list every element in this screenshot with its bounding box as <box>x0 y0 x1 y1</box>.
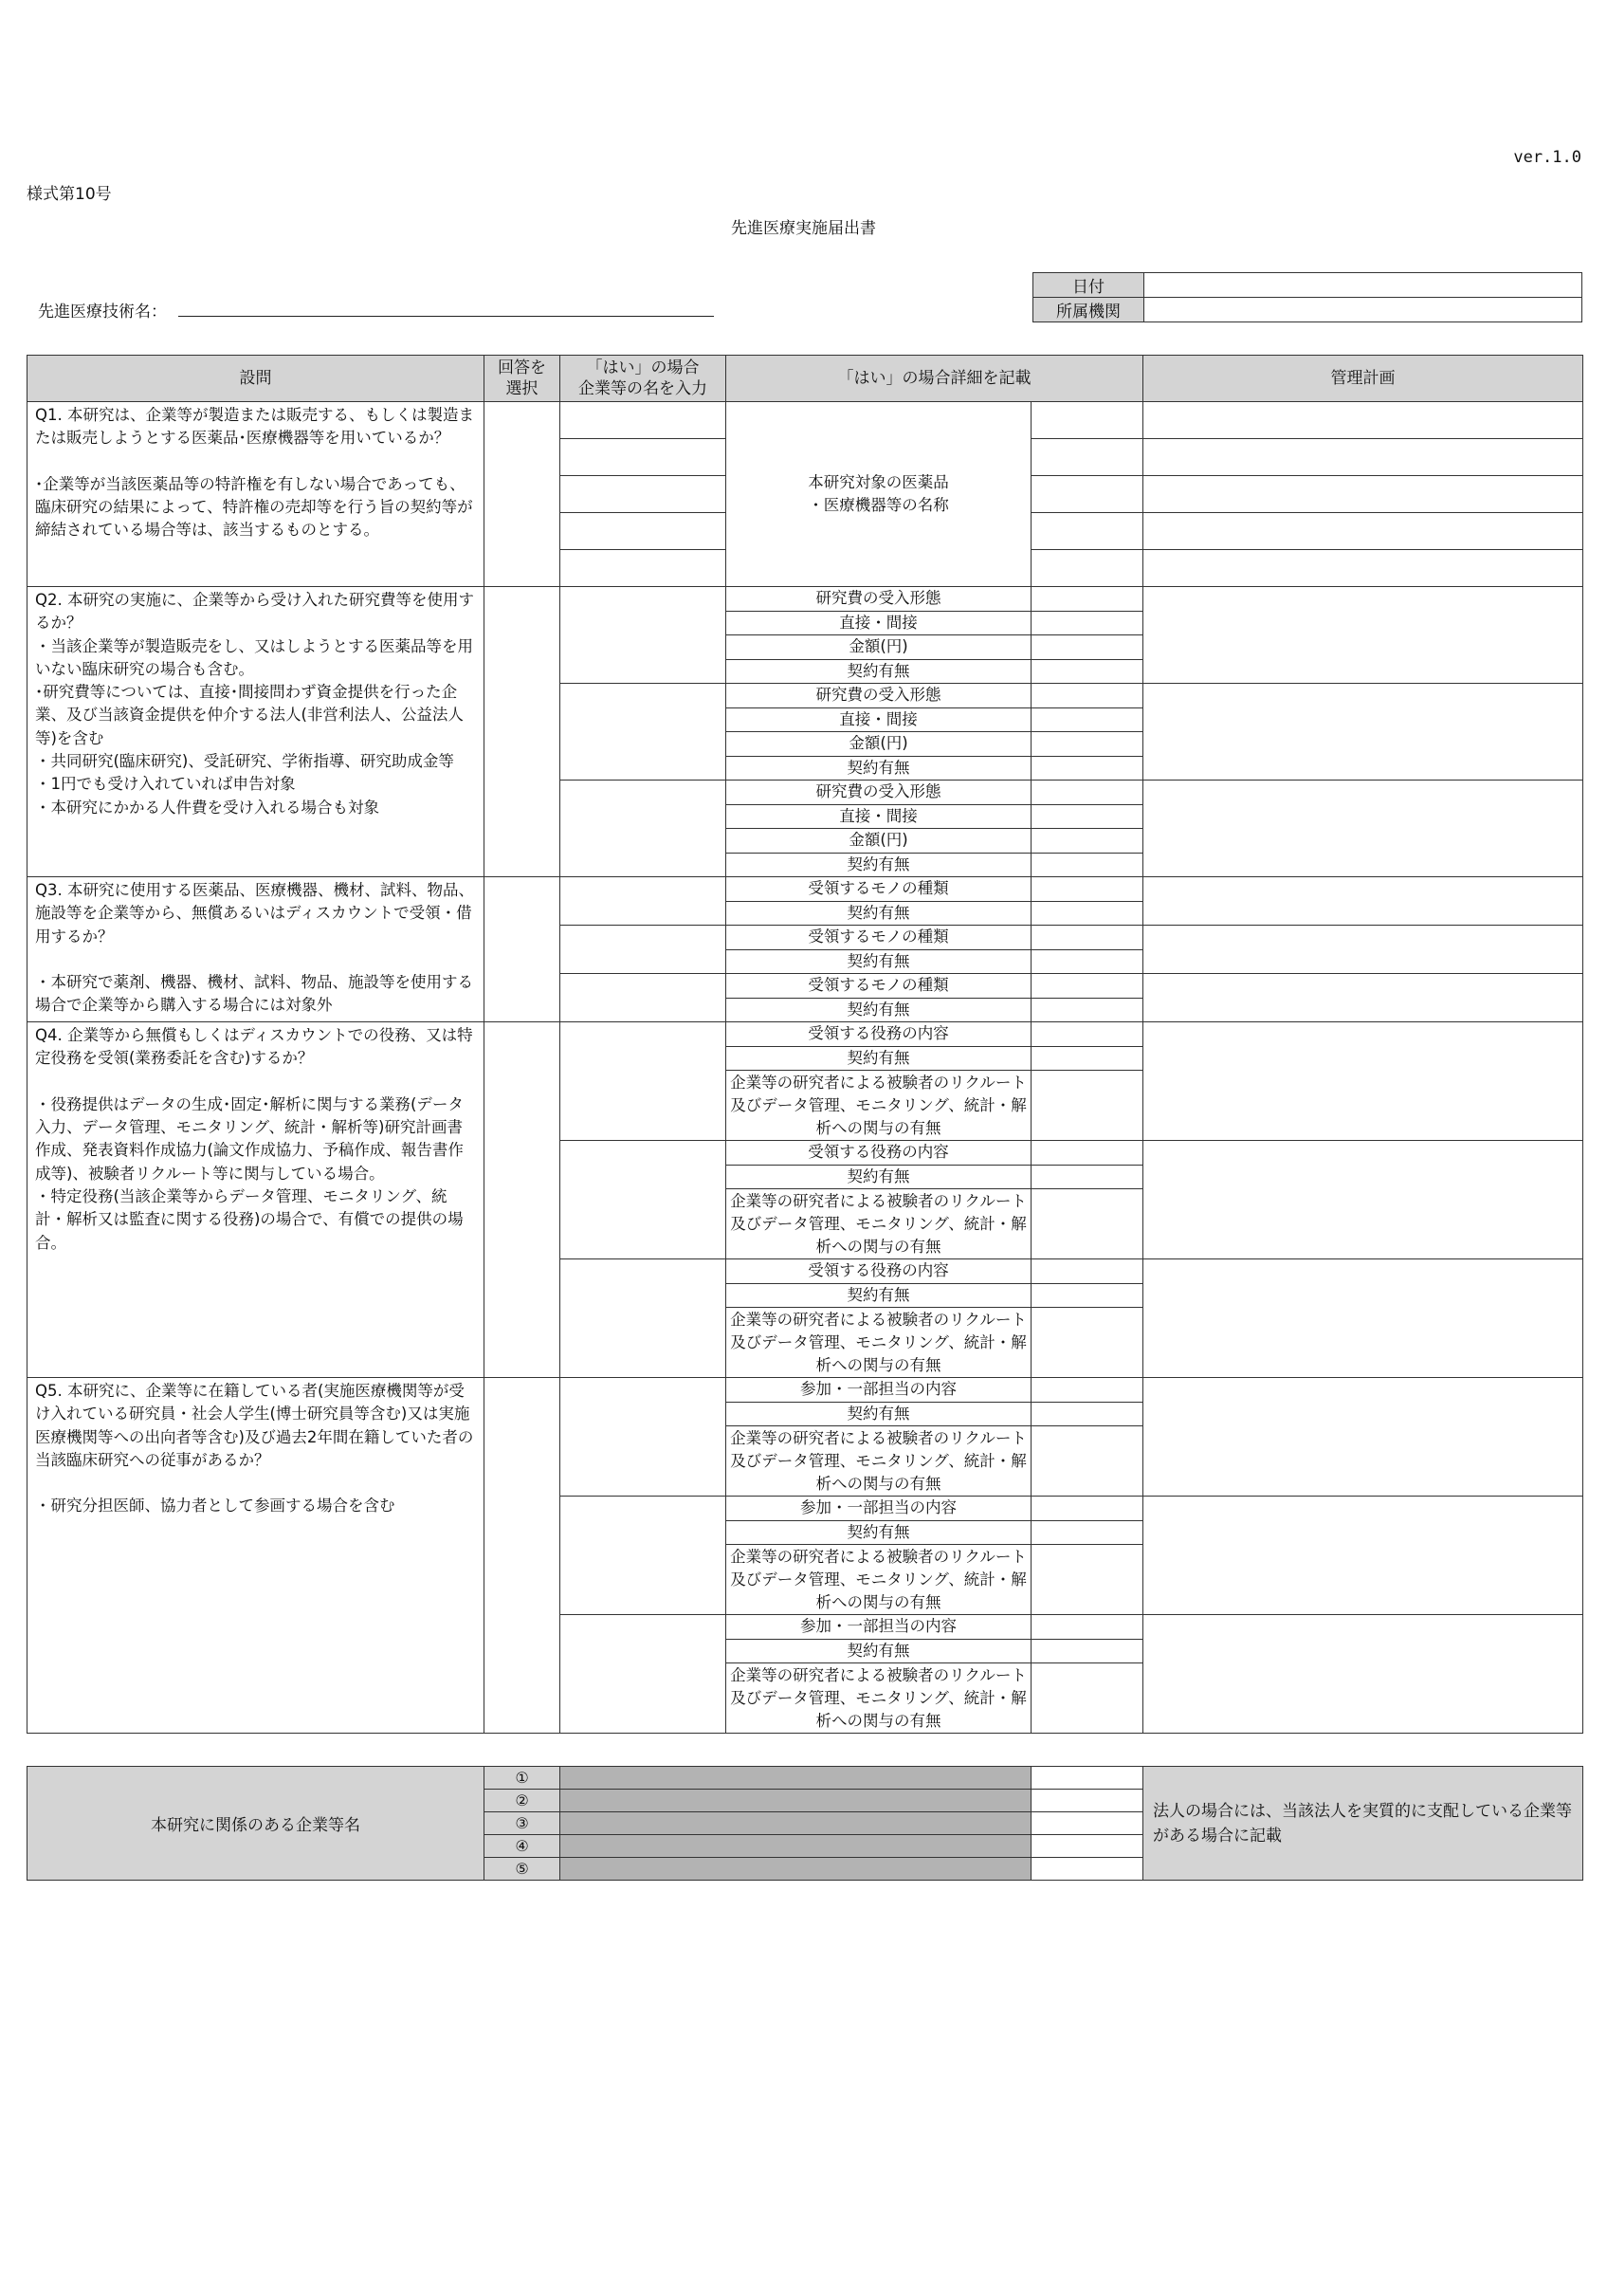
col-header-company: 「はい」の場合 企業等の名を入力 <box>560 356 726 402</box>
q4-detail[interactable] <box>1032 1022 1143 1047</box>
q1-company-4[interactable] <box>560 513 726 550</box>
document-title: 先進医療実施届出書 <box>731 219 876 238</box>
q2-label: 直接・間接 <box>726 707 1032 732</box>
q5-company-1[interactable] <box>560 1378 726 1497</box>
q4-company-1[interactable] <box>560 1022 726 1141</box>
affiliation-label: 所属機関 <box>1033 298 1144 322</box>
q2-detail[interactable] <box>1032 804 1143 829</box>
q5-detail[interactable] <box>1032 1545 1143 1615</box>
related-company-extra-field[interactable] <box>1032 1767 1143 1790</box>
related-company-extra-field[interactable] <box>1032 1858 1143 1881</box>
q2-label: 金額(円) <box>726 635 1032 660</box>
q4-detail[interactable] <box>1032 1283 1143 1308</box>
questionnaire-table <box>27 355 1583 1734</box>
q2-detail[interactable] <box>1032 756 1143 781</box>
q1-label: 本研究対象の医薬品 ・医療機器等の名称 <box>726 402 1032 587</box>
q2-label: 直接・間接 <box>726 804 1032 829</box>
q1-detail-3[interactable] <box>1032 476 1143 513</box>
related-number: ② <box>484 1790 560 1812</box>
q5-label: 企業等の研究者による被験者のリクルート及びデータ管理、モニタリング、統計・解析への関与の有無 <box>726 1663 1032 1734</box>
q1-plan-5[interactable] <box>1143 550 1583 587</box>
q3-text: Q3. 本研究に使用する医薬品、医療機器、機材、試料、物品、施設等を企業等から、無償あるいはディスカウントで受領・借用するか？ ・本研究で薬剤、機器、機材、試料、物品、施設等を使用する場合で企業等から購入する場合には対象外 <box>27 877 484 1022</box>
q3-detail[interactable] <box>1032 949 1143 974</box>
q5-company-3[interactable] <box>560 1615 726 1734</box>
related-company-name-field[interactable] <box>560 1812 1032 1835</box>
related-company-extra-field[interactable] <box>1032 1835 1143 1858</box>
q4-answer-select[interactable] <box>484 1022 560 1378</box>
q5-detail[interactable] <box>1032 1615 1143 1640</box>
related-companies-note: 法人の場合には、当該法人を実質的に支配している企業等がある場合に記載 <box>1143 1767 1583 1881</box>
q2-label: 金額(円) <box>726 829 1032 854</box>
q3-label: 契約有無 <box>726 901 1032 926</box>
q2-company-3[interactable] <box>560 781 726 877</box>
date-label: 日付 <box>1033 273 1144 298</box>
q3-company-2[interactable] <box>560 926 726 974</box>
q1-plan-3[interactable] <box>1143 476 1583 513</box>
q5-detail[interactable] <box>1032 1663 1143 1734</box>
q5-detail[interactable] <box>1032 1639 1143 1663</box>
q5-detail[interactable] <box>1032 1426 1143 1497</box>
related-number: ④ <box>484 1835 560 1858</box>
q2-label: 研究費の受入形態 <box>726 684 1032 708</box>
q4-label: 企業等の研究者による被験者のリクルート及びデータ管理、モニタリング、統計・解析への関与の有無 <box>726 1189 1032 1259</box>
q5-plan-3[interactable] <box>1143 1615 1583 1734</box>
q2-company-2[interactable] <box>560 684 726 781</box>
q4-label: 企業等の研究者による被験者のリクルート及びデータ管理、モニタリング、統計・解析への関与の有無 <box>726 1071 1032 1141</box>
q1-plan-1[interactable] <box>1143 402 1583 439</box>
q2-label: 契約有無 <box>726 756 1032 781</box>
q2-detail[interactable] <box>1032 732 1143 757</box>
q3-answer-select[interactable] <box>484 877 560 1022</box>
date-affiliation-table <box>1032 272 1582 322</box>
q4-company-3[interactable] <box>560 1259 726 1378</box>
q3-detail[interactable] <box>1032 926 1143 950</box>
q3-detail[interactable] <box>1032 877 1143 902</box>
col-header-detail: 「はい」の場合詳細を記載 <box>726 356 1143 402</box>
q1-company-2[interactable] <box>560 439 726 476</box>
q4-detail[interactable] <box>1032 1259 1143 1284</box>
q2-plan-2[interactable] <box>1143 684 1583 781</box>
q3-plan-2[interactable] <box>1143 926 1583 974</box>
tech-name-input-line[interactable] <box>178 316 714 317</box>
q5-label: 契約有無 <box>726 1402 1032 1426</box>
q1-detail-4[interactable] <box>1032 513 1143 550</box>
q1-plan-2[interactable] <box>1143 439 1583 476</box>
q4-detail[interactable] <box>1032 1071 1143 1141</box>
q2-detail[interactable] <box>1032 684 1143 708</box>
q3-detail[interactable] <box>1032 998 1143 1022</box>
q3-plan-3[interactable] <box>1143 974 1583 1022</box>
q5-detail[interactable] <box>1032 1497 1143 1521</box>
q2-company-1[interactable] <box>560 587 726 684</box>
q4-detail[interactable] <box>1032 1141 1143 1166</box>
q2-answer-select[interactable] <box>484 587 560 877</box>
q5-detail[interactable] <box>1032 1520 1143 1545</box>
related-company-name-field[interactable] <box>560 1835 1032 1858</box>
q5-plan-2[interactable] <box>1143 1497 1583 1615</box>
related-number: ③ <box>484 1812 560 1835</box>
q2-label: 金額(円) <box>726 732 1032 757</box>
q1-answer-select[interactable] <box>484 402 560 587</box>
q4-label: 受領する役務の内容 <box>726 1141 1032 1166</box>
related-number: ⑤ <box>484 1858 560 1881</box>
q4-plan-3[interactable] <box>1143 1259 1583 1378</box>
form-number: 様式第10号 <box>27 185 112 204</box>
q5-company-2[interactable] <box>560 1497 726 1615</box>
related-companies-title: 本研究に関係のある企業等名 <box>27 1767 484 1881</box>
q4-company-2[interactable] <box>560 1141 726 1259</box>
q4-plan-2[interactable] <box>1143 1141 1583 1259</box>
q3-company-1[interactable] <box>560 877 726 926</box>
q5-label: 契約有無 <box>726 1639 1032 1663</box>
q1-detail-1[interactable] <box>1032 402 1143 439</box>
col-header-plan: 管理計画 <box>1143 356 1583 402</box>
q2-detail[interactable] <box>1032 611 1143 635</box>
q4-detail[interactable] <box>1032 1165 1143 1189</box>
q5-label: 契約有無 <box>726 1520 1032 1545</box>
q5-answer-select[interactable] <box>484 1378 560 1734</box>
q2-plan-1[interactable] <box>1143 587 1583 684</box>
q4-label: 契約有無 <box>726 1165 1032 1189</box>
q2-label: 研究費の受入形態 <box>726 781 1032 805</box>
q4-label: 契約有無 <box>726 1283 1032 1308</box>
q2-label: 契約有無 <box>726 853 1032 877</box>
q4-label: 企業等の研究者による被験者のリクルート及びデータ管理、モニタリング、統計・解析への関与の有無 <box>726 1308 1032 1378</box>
q4-detail[interactable] <box>1032 1189 1143 1259</box>
q2-plan-3[interactable] <box>1143 781 1583 877</box>
q1-detail-5[interactable] <box>1032 550 1143 587</box>
tech-name-label: 先進医療技術名： <box>38 303 167 321</box>
q1-company-3[interactable] <box>560 476 726 513</box>
q4-detail[interactable] <box>1032 1046 1143 1071</box>
q5-detail[interactable] <box>1032 1378 1143 1403</box>
q2-label: 直接・間接 <box>726 611 1032 635</box>
q4-label: 契約有無 <box>726 1046 1032 1071</box>
q2-detail[interactable] <box>1032 635 1143 660</box>
q2-detail[interactable] <box>1032 659 1143 684</box>
related-companies-table <box>27 1766 1583 1881</box>
q3-label: 契約有無 <box>726 949 1032 974</box>
q3-detail[interactable] <box>1032 974 1143 999</box>
q1-plan-4[interactable] <box>1143 513 1583 550</box>
q4-detail[interactable] <box>1032 1308 1143 1378</box>
q2-detail[interactable] <box>1032 853 1143 877</box>
q4-text: Q4. 企業等から無償もしくはディスカウントでの役務、又は特定役務を受領(業務委託を含む)するか？ ・役務提供はデータの生成･固定･解析に関与する業務(データ入力、データ管理、モニタリング、統計・解析等)研究計画書作成、発表資料作成協力(論文作成協力、予稿作成、報告書作成等)、被験者リクルート等に関与している場合。 ・特定役務(当該企業等からデータ管理、モニタリング、統計・解析又は監査に関する役務)の場合で、有償での提供の場合。 <box>27 1022 484 1378</box>
q5-label: 参加・一部担当の内容 <box>726 1497 1032 1521</box>
q2-detail[interactable] <box>1032 829 1143 854</box>
related-company-extra-field[interactable] <box>1032 1812 1143 1835</box>
version-label: ver.1.0 <box>1513 148 1581 167</box>
affiliation-field[interactable] <box>1144 298 1582 322</box>
q1-text: Q1. 本研究は、企業等が製造または販売する、もしくは製造または販売しようとする医薬品･医療機器等を用いているか？ ･企業等が当該医薬品等の特許権を有しない場合であっても、臨床研究の結果によって、特許権の売却等を行う旨の契約等が締結されている場合等は、該当するものとする。 <box>27 402 484 587</box>
q2-text: Q2. 本研究の実施に、企業等から受け入れた研究費等を使用するか？ ・当該企業等が製造販売をし、又はしようとする医薬品等を用いない臨床研究の場合も含む。 ･研究費等については、直接･間接問わず資金提供を行った企業、及び当該資金提供を仲介する法人(非営利法人、公益法人等)を含む ・共同研究(臨床研究)、受託研究、学術指導、研究助成金等 ・1円でも受け入れていれば申告対象 ・本研究にかかる人件費を受け入れる場合も対象 <box>27 587 484 877</box>
q5-detail[interactable] <box>1032 1402 1143 1426</box>
q2-detail[interactable] <box>1032 587 1143 612</box>
q1-company-1[interactable] <box>560 402 726 439</box>
q3-label: 受領するモノの種類 <box>726 926 1032 950</box>
q5-label: 企業等の研究者による被験者のリクルート及びデータ管理、モニタリング、統計・解析への関与の有無 <box>726 1545 1032 1615</box>
q3-label: 受領するモノの種類 <box>726 877 1032 902</box>
q1-company-5[interactable] <box>560 550 726 587</box>
q2-detail[interactable] <box>1032 781 1143 805</box>
related-company-extra-field[interactable] <box>1032 1790 1143 1812</box>
q5-label: 参加・一部担当の内容 <box>726 1378 1032 1403</box>
q4-label: 受領する役務の内容 <box>726 1022 1032 1047</box>
q1-detail-2[interactable] <box>1032 439 1143 476</box>
q3-label: 契約有無 <box>726 998 1032 1022</box>
q3-plan-1[interactable] <box>1143 877 1583 926</box>
q5-label: 参加・一部担当の内容 <box>726 1615 1032 1640</box>
q2-detail[interactable] <box>1032 707 1143 732</box>
col-header-answer: 回答を 選択 <box>484 356 560 402</box>
col-header-question: 設問 <box>27 356 484 402</box>
related-company-name-field[interactable] <box>560 1858 1032 1881</box>
q4-plan-1[interactable] <box>1143 1022 1583 1141</box>
q3-detail[interactable] <box>1032 901 1143 926</box>
q3-label: 受領するモノの種類 <box>726 974 1032 999</box>
related-number: ① <box>484 1767 560 1790</box>
related-company-name-field[interactable] <box>560 1767 1032 1790</box>
q2-label: 研究費の受入形態 <box>726 587 1032 612</box>
q5-text: Q5. 本研究に、企業等に在籍している者(実施医療機関等が受け入れている研究員・社会人学生(博士研究員等含む)又は実施医療機関等への出向者等含む)及び過去2年間在籍していた者の当該臨床研究への従事があるか？ ・研究分担医師、協力者として参画する場合を含む <box>27 1378 484 1734</box>
q4-label: 受領する役務の内容 <box>726 1259 1032 1284</box>
date-field[interactable] <box>1144 273 1582 298</box>
q3-company-3[interactable] <box>560 974 726 1022</box>
q2-label: 契約有無 <box>726 659 1032 684</box>
related-company-name-field[interactable] <box>560 1790 1032 1812</box>
q5-plan-1[interactable] <box>1143 1378 1583 1497</box>
q5-label: 企業等の研究者による被験者のリクルート及びデータ管理、モニタリング、統計・解析への関与の有無 <box>726 1426 1032 1497</box>
